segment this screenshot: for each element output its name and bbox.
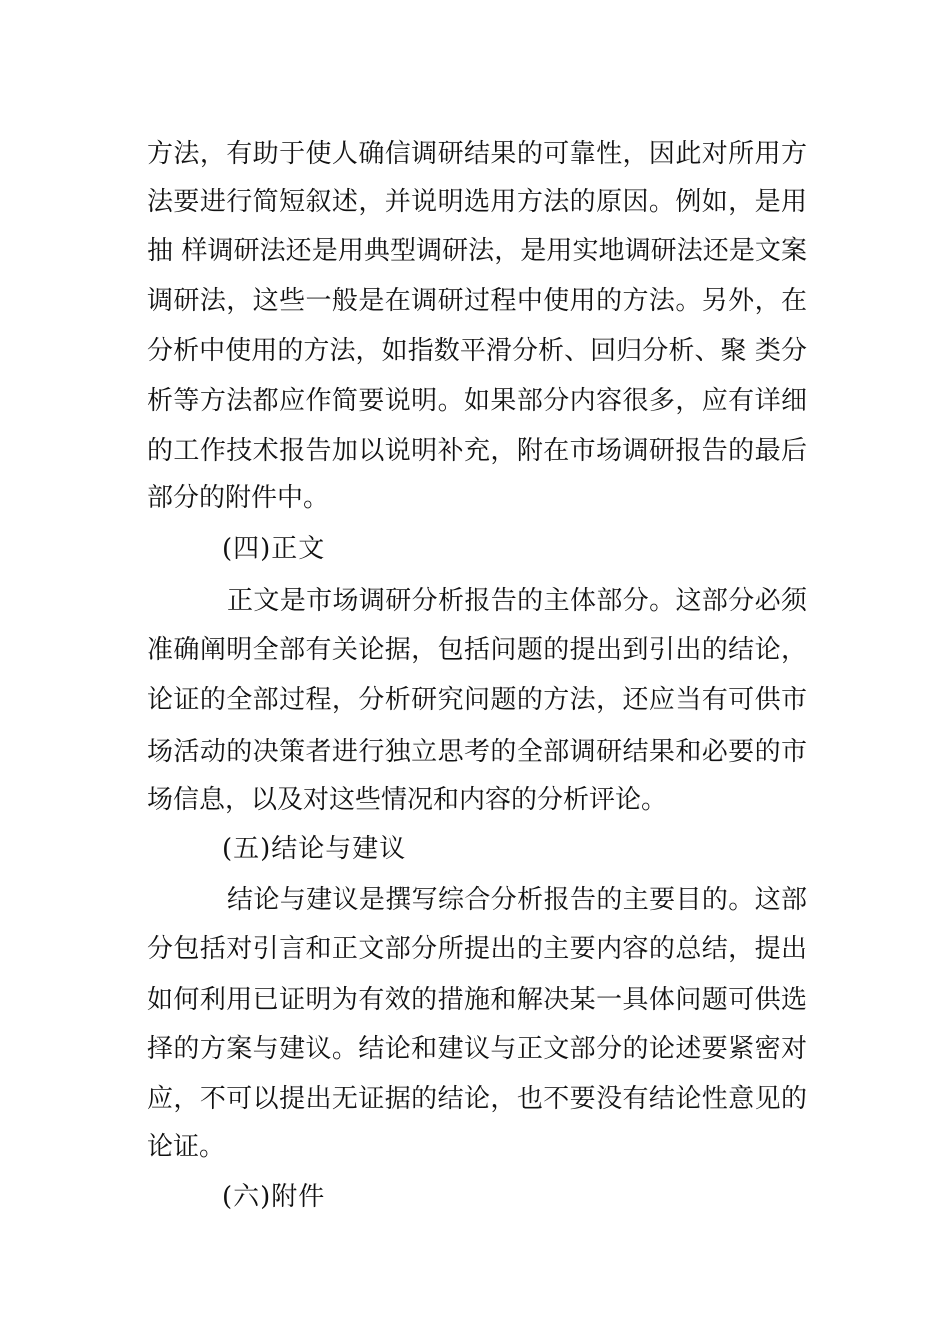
paragraph-line: 如何利用已证明为有效的措施和解决某一具体问题可供选 bbox=[147, 985, 807, 1015]
paragraph-line: 抽 样调研法还是用典型调研法，是用实地调研法还是文案 bbox=[147, 236, 807, 266]
paragraph-line: 析等方法都应作简要说明。如果部分内容很多，应有详细 bbox=[147, 386, 807, 416]
section-heading-4: (四)正文 bbox=[222, 534, 326, 564]
paragraph-line: 应，不可以提出无证据的结论，也不要没有结论性意见的 bbox=[147, 1084, 807, 1114]
paragraph-line: 法要进行简短叙述，并说明选用方法的原因。例如，是用 bbox=[147, 187, 807, 217]
paragraph-line: 分析中使用的方法，如指数平滑分析、回归分析、聚 类分 bbox=[147, 336, 807, 366]
paragraph-line: 结论与建议是撰写综合分析报告的主要目的。这部 bbox=[227, 885, 807, 915]
paragraph-line: 调研法，这些一般是在调研过程中使用的方法。另外，在 bbox=[147, 286, 807, 316]
paragraph-line: 准确阐明全部有关论据，包括问题的提出到引出的结论， bbox=[147, 635, 807, 665]
paragraph-line: 择的方案与建议。结论和建议与正文部分的论述要紧密对 bbox=[147, 1034, 807, 1064]
paragraph-line: 正文是市场调研分析报告的主体部分。这部分必须 bbox=[227, 586, 807, 616]
paragraph-line: 论证的全部过程，分析研究问题的方法，还应当有可供市 bbox=[147, 685, 807, 715]
section-heading-5: (五)结论与建议 bbox=[222, 834, 407, 864]
paragraph-line: 部分的附件中。 bbox=[147, 483, 330, 513]
paragraph-line: 场信息，以及对这些情况和内容的分析评论。 bbox=[147, 785, 668, 815]
section-heading-6: (六)附件 bbox=[222, 1182, 326, 1212]
paragraph-line: 场活动的决策者进行独立思考的全部调研结果和必要的市 bbox=[147, 737, 807, 767]
paragraph-line: 论证。 bbox=[147, 1132, 226, 1162]
paragraph-line: 分包括对引言和正文部分所提出的主要内容的总结，提出 bbox=[147, 934, 807, 964]
paragraph-line: 方法，有助于使人确信调研结果的可靠性，因此对所用方 bbox=[147, 139, 807, 169]
paragraph-line: 的工作技术报告加以说明补充，附在市场调研报告的最后 bbox=[147, 436, 807, 466]
